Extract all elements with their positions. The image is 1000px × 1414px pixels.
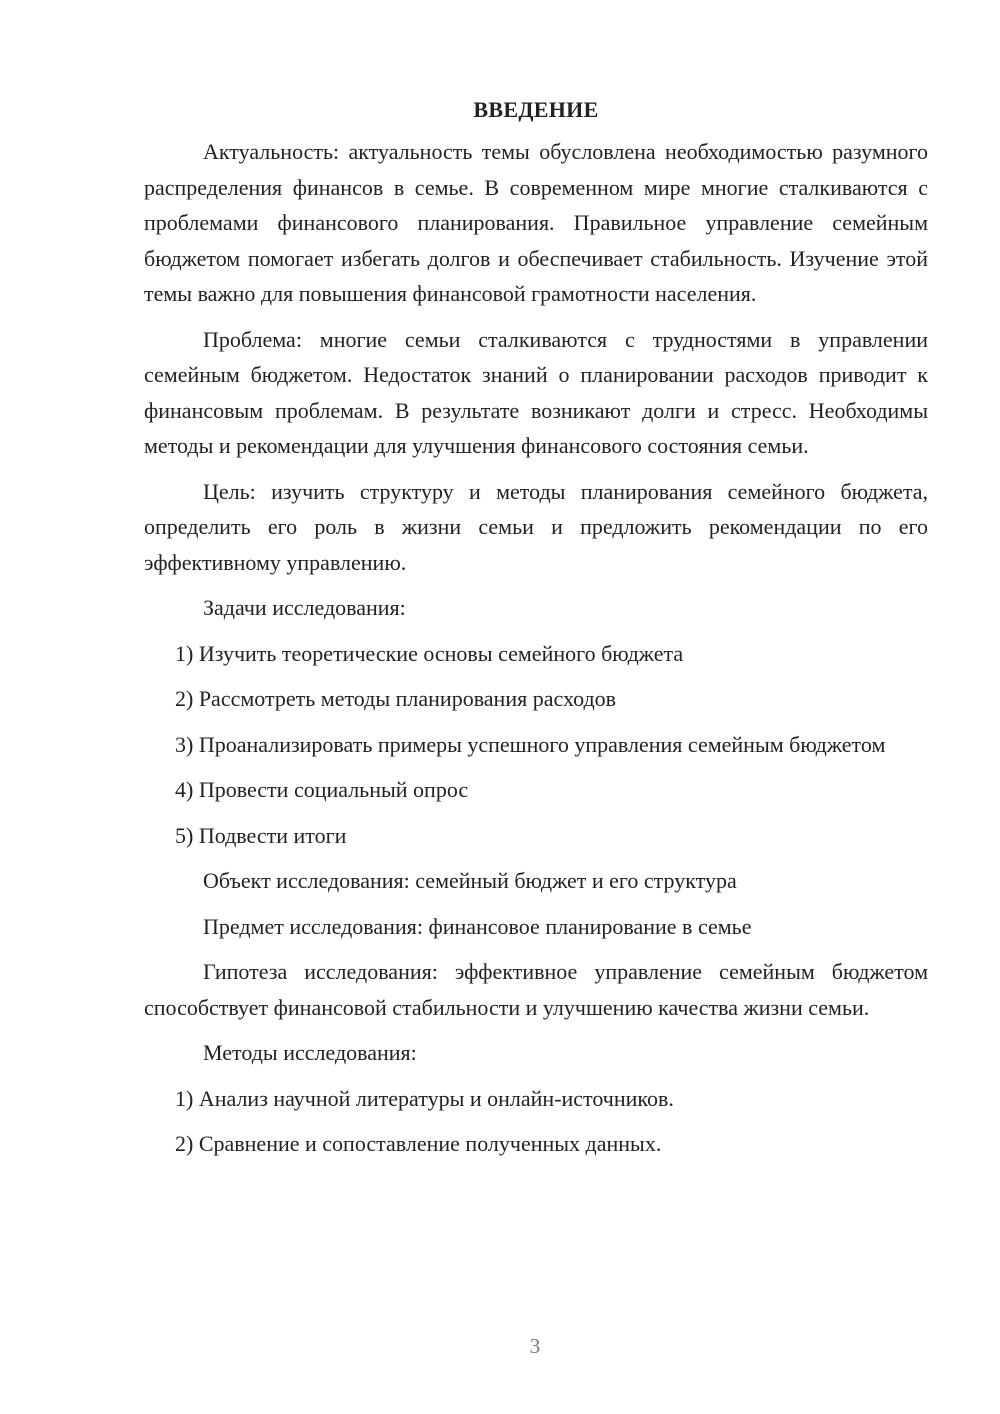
paragraph-object: Объект исследования: семейный бюджет и его структура [203,868,737,893]
list-item: 5) Подвести итоги [175,822,347,848]
document-page [144,92,928,1172]
list-item: 2) Рассмотреть методы планирования расходов [175,686,617,711]
paragraph-problem: Проблема: многие семьи сталкиваются с трудностями в управлении семейным бюджетом. Недостаток знаний о планировании расходов приводит к финансовым проблемам. В результате возникают долги и стресс. Необходимы методы и рекомендации для улучшения финансового состояния семьи. [144,326,928,458]
paragraph-subject: Предмет исследования: финансовое планирование в семье [203,913,752,939]
paragraph-hypothesis: Гипотеза исследования: эффективное управление семейным бюджетом способствует финансовой стабильности и улучшению качества жизни семьи. [144,959,928,1020]
paragraph-relevance: Актуальность: актуальность темы обусловлена необходимостью разумного распределения финансов в семье. В современном мире многие сталкиваются с проблемами финансового планирования. Правильное управление семейным бюджетом помогает избегать долгов и обеспечивает стабильность. Изучение этой темы важно для повышения финансовой грамотности населения. [144,139,928,306]
list-item: 2) Сравнение и сопоставление полученных данных. [175,1131,662,1156]
tasks-heading: Задачи исследования: [203,595,406,620]
tasks-list [144,636,928,854]
list-item: 1) Анализ научной литературы и онлайн-источников. [175,1085,674,1111]
page-number: 3 [529,1334,541,1358]
methods-list [144,1081,928,1162]
paragraph-goal: Цель: изучить структуру и методы планирования семейного бюджета, определить его роль в жизни семьи и предложить рекомендации по его эффективному управлению. [144,478,928,575]
list-item: 1) Изучить теоретические основы семейного бюджета [175,640,684,666]
list-item: 4) Провести социальный опрос [175,777,469,802]
section-title: ВВЕДЕНИЕ [473,97,599,122]
list-item: 3) Проанализировать примеры успешного управления семейным бюджетом [175,731,886,757]
methods-heading: Методы исследования: [203,1040,417,1065]
